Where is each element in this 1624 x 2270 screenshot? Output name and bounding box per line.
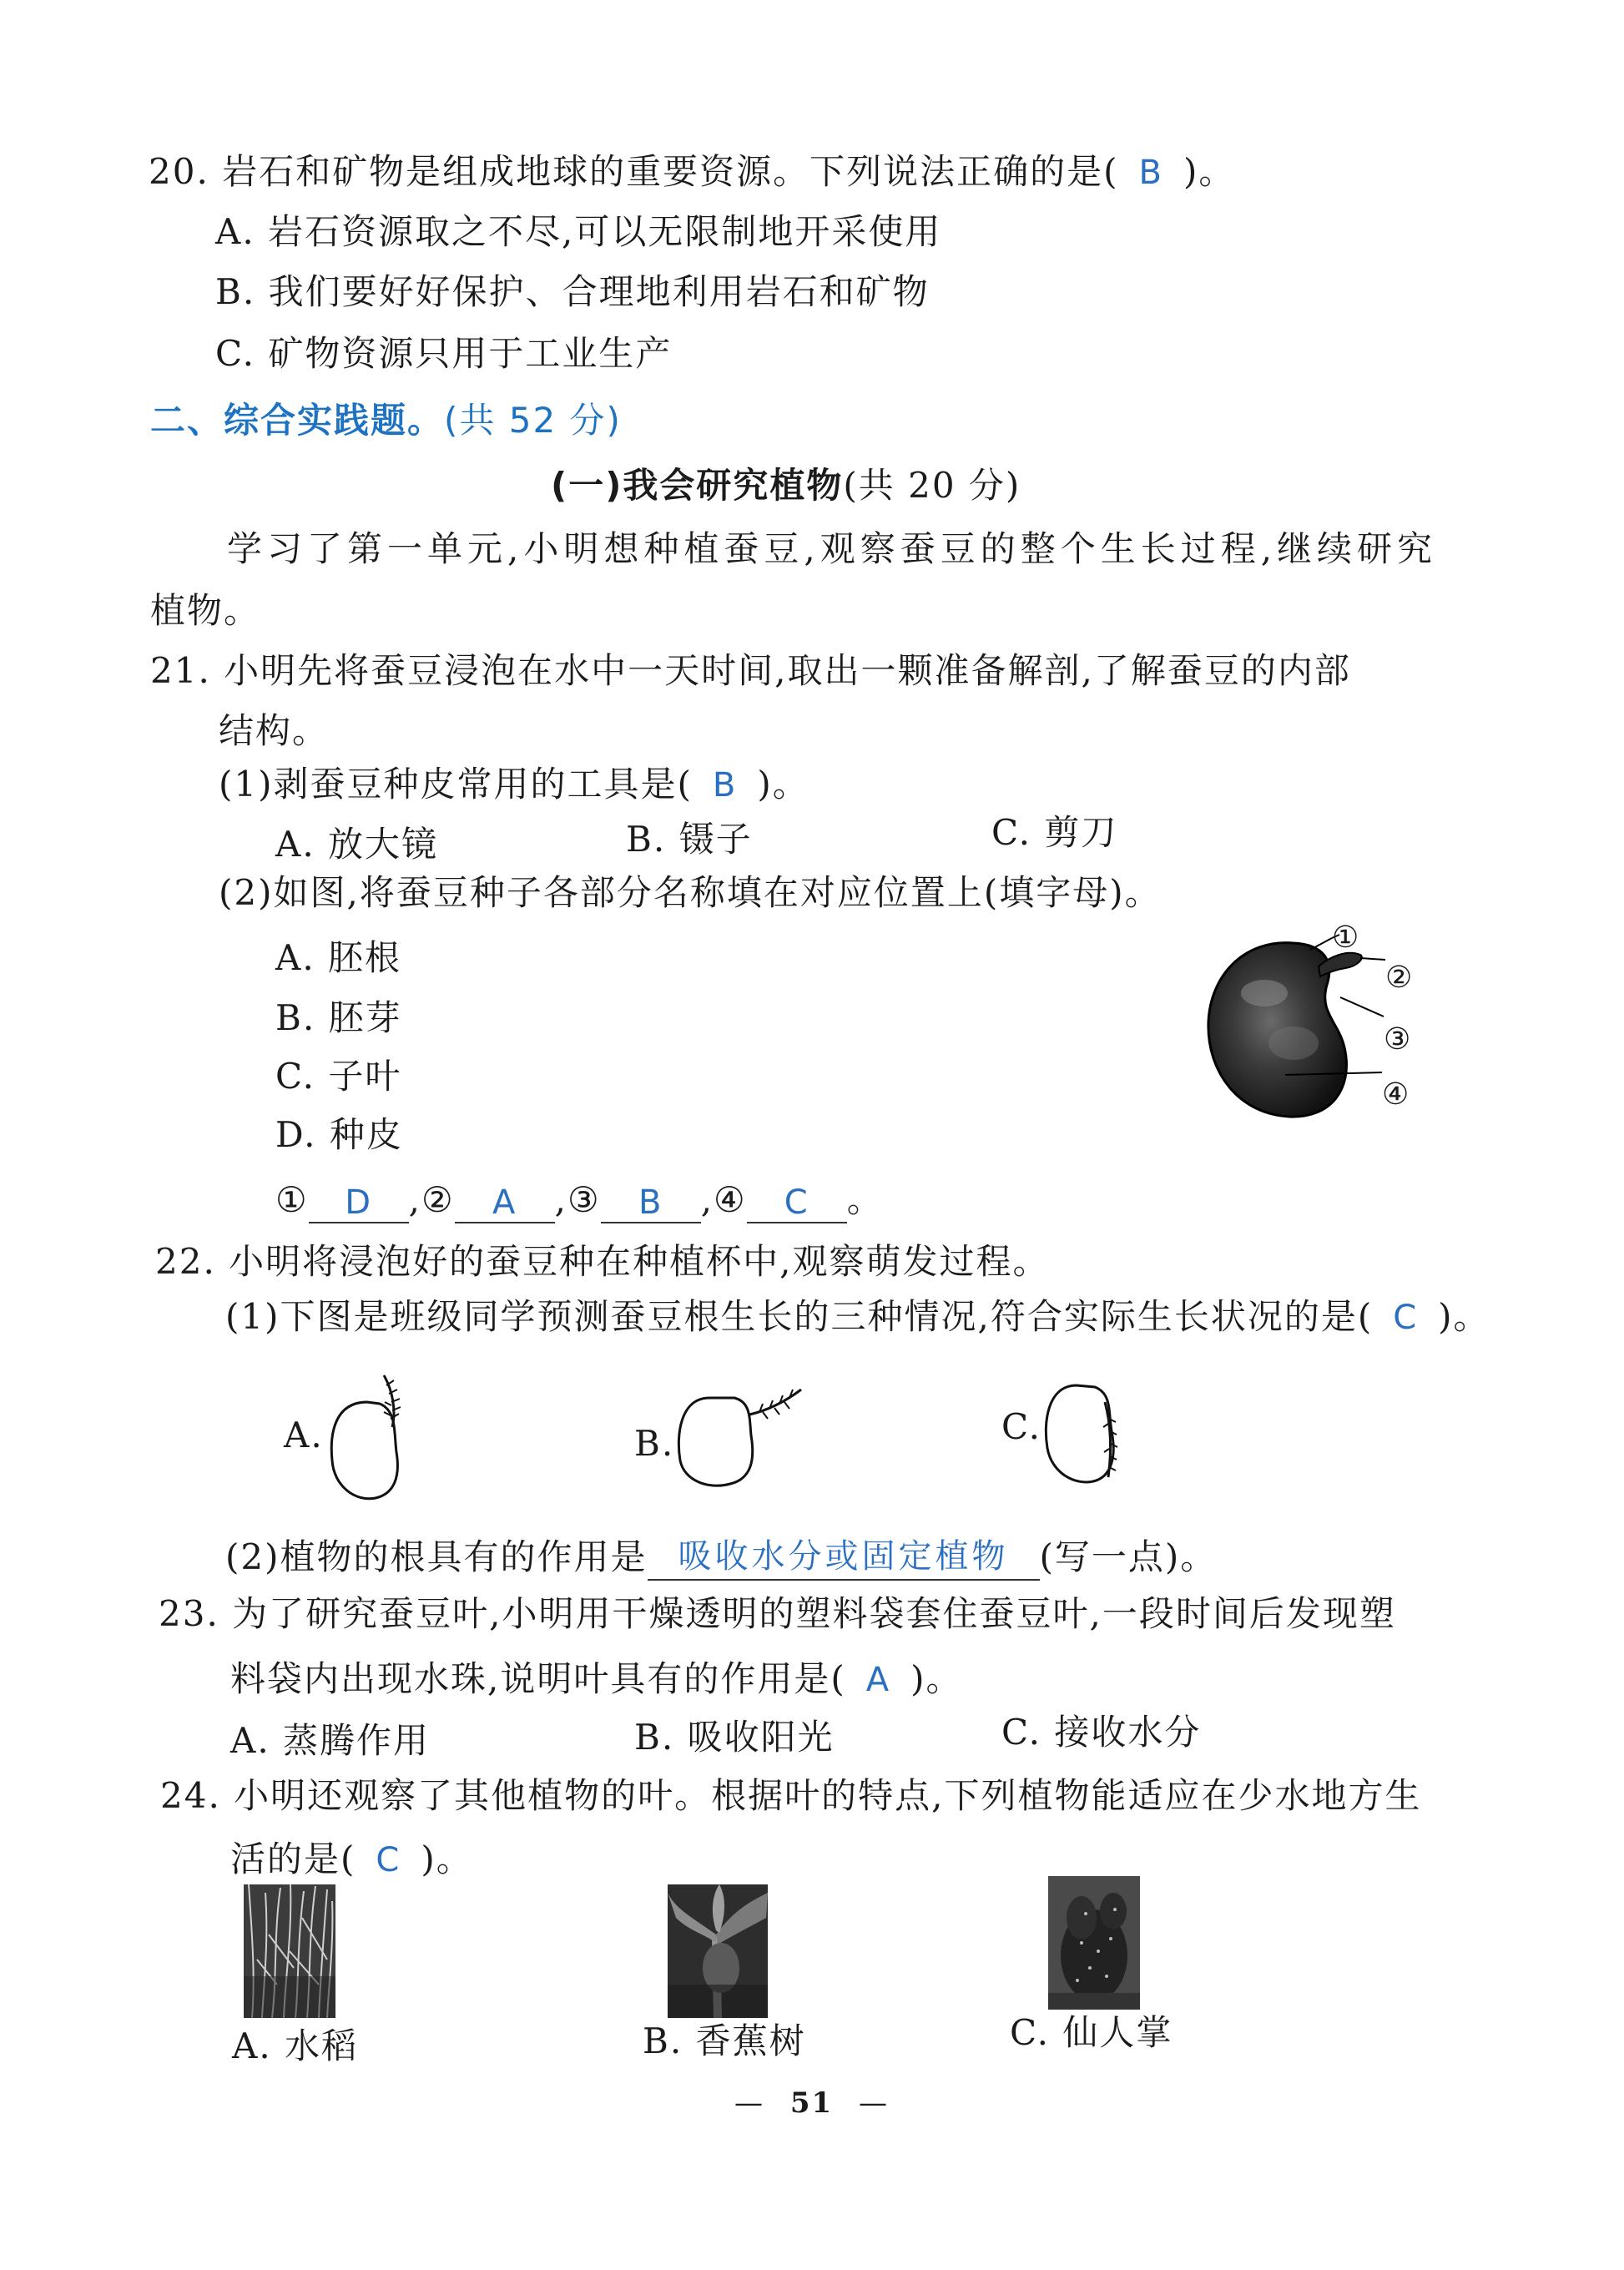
figure-b-label: B. <box>634 1423 675 1464</box>
figure-c-label: C. <box>1001 1406 1041 1447</box>
seed-highlight <box>1241 980 1288 1006</box>
seed-label-4: ④ <box>1382 1077 1411 1112</box>
q20-option-a: A. 岩石资源取之不尽,可以无限制地开采使用 <box>215 211 942 252</box>
cactus-photo <box>1048 1876 1140 2010</box>
q21-sub1-option-a: A. 放大镜 <box>275 824 439 865</box>
figure-c-bean-root <box>1043 1369 1152 1511</box>
q21-sub1-option-b: B. 镊子 <box>626 819 753 860</box>
section2-heading: 二、综合实践题。(共 52 分) <box>150 400 622 441</box>
q23-option-c: C. 接收水分 <box>1001 1712 1202 1753</box>
figure-a-bean-root <box>325 1369 434 1511</box>
page-number: 51 <box>789 2086 834 2120</box>
q20-option-b: B. 我们要好好保护、合理地利用岩石和矿物 <box>215 271 930 312</box>
q21-sub2-stem: (2)如图,将蚕豆种子各部分名称填在对应位置上(填字母)。 <box>219 872 1162 913</box>
q22-sub2-answer: 吸收水分或固定植物 <box>678 1537 1009 1576</box>
q23-option-b: B. 吸收阳光 <box>634 1717 835 1758</box>
part1-intro-line2: 植物。 <box>150 590 261 631</box>
answer-1: D <box>345 1183 373 1222</box>
seed-label-2: ② <box>1385 961 1415 995</box>
seed-label-3: ③ <box>1384 1022 1413 1057</box>
q24-option-a: A. 水稻 <box>232 2025 359 2066</box>
q24-answer: C <box>376 1841 401 1879</box>
q21-stem-line2: 结构。 <box>219 710 330 751</box>
q23-option-a: A. 蒸腾作用 <box>230 1720 431 1761</box>
q21-sub2-option-b: B. 胚芽 <box>275 997 402 1038</box>
q21-sub2-option-c: C. 子叶 <box>275 1056 402 1097</box>
part1-intro-line1: 学习了第一单元,小明想种植蚕豆,观察蚕豆的整个生长过程,继续研究 <box>227 528 1438 569</box>
page-footer: — 51 — <box>734 2086 889 2120</box>
answer-2: A <box>492 1183 517 1222</box>
q22-sub1-stem: (1)下图是班级同学预测蚕豆根生长的三种情况,符合实际生长状况的是( C )。 <box>225 1296 1490 1337</box>
q23-answer: A <box>865 1661 891 1699</box>
q21-sub2-option-d: D. 种皮 <box>275 1114 403 1155</box>
q22-sub2-stem: (2)植物的根具有的作用是 吸收水分或固定植物 (写一点)。 <box>225 1532 1217 1581</box>
figure-a-label: A. <box>284 1415 324 1455</box>
rice-plant-photo <box>244 1884 335 2018</box>
q23-stem-line1: 23. 为了研究蚕豆叶,小明用干燥透明的塑料袋套住蚕豆叶,一段时间后发现塑 <box>159 1593 1396 1634</box>
q21-sub2-option-a: A. 胚根 <box>275 937 402 978</box>
q24-stem-line1: 24. 小明还观察了其他植物的叶。根据叶的特点,下列植物能适应在少水地方生 <box>160 1775 1422 1816</box>
part1-title: (一)我会研究植物(共 20 分) <box>551 465 1021 506</box>
q21-sub1-option-c: C. 剪刀 <box>991 812 1118 853</box>
q20-answer: B <box>1138 154 1163 192</box>
q24-stem-line2: 活的是( C )。 <box>230 1839 473 1879</box>
q21-sub2-answers: ① D ,② A ,③ B ,④ C 。 <box>275 1179 884 1222</box>
q22-sub1-answer: C <box>1393 1299 1419 1337</box>
q21-sub1-answer: B <box>712 766 738 805</box>
q24-option-c: C. 仙人掌 <box>1010 2012 1173 2053</box>
q20-option-c: C. 矿物资源只用于工业生产 <box>215 333 673 374</box>
answer-3: B <box>638 1183 663 1222</box>
figure-b-bean-root <box>676 1377 818 1502</box>
q21-sub1-stem: (1)剥蚕豆种皮常用的工具是( B )。 <box>219 764 809 805</box>
q24-option-b: B. 香蕉树 <box>643 2020 806 2061</box>
q21-stem-line1: 21. 小明先将蚕豆浸泡在水中一天时间,取出一颗准备解剖,了解蚕豆的内部 <box>150 650 1351 691</box>
banana-tree-photo <box>668 1884 768 2018</box>
answer-4: C <box>784 1183 809 1222</box>
q22-stem: 22. 小明将浸泡好的蚕豆种在种植杯中,观察萌发过程。 <box>155 1241 1050 1282</box>
q23-stem-line2: 料袋内出现水珠,说明叶具有的作用是( A )。 <box>230 1658 963 1699</box>
seed-label-1: ① <box>1332 921 1361 955</box>
q20-stem: 20. 岩石和矿物是组成地球的重要资源。下列说法正确的是( B )。 <box>149 151 1236 192</box>
